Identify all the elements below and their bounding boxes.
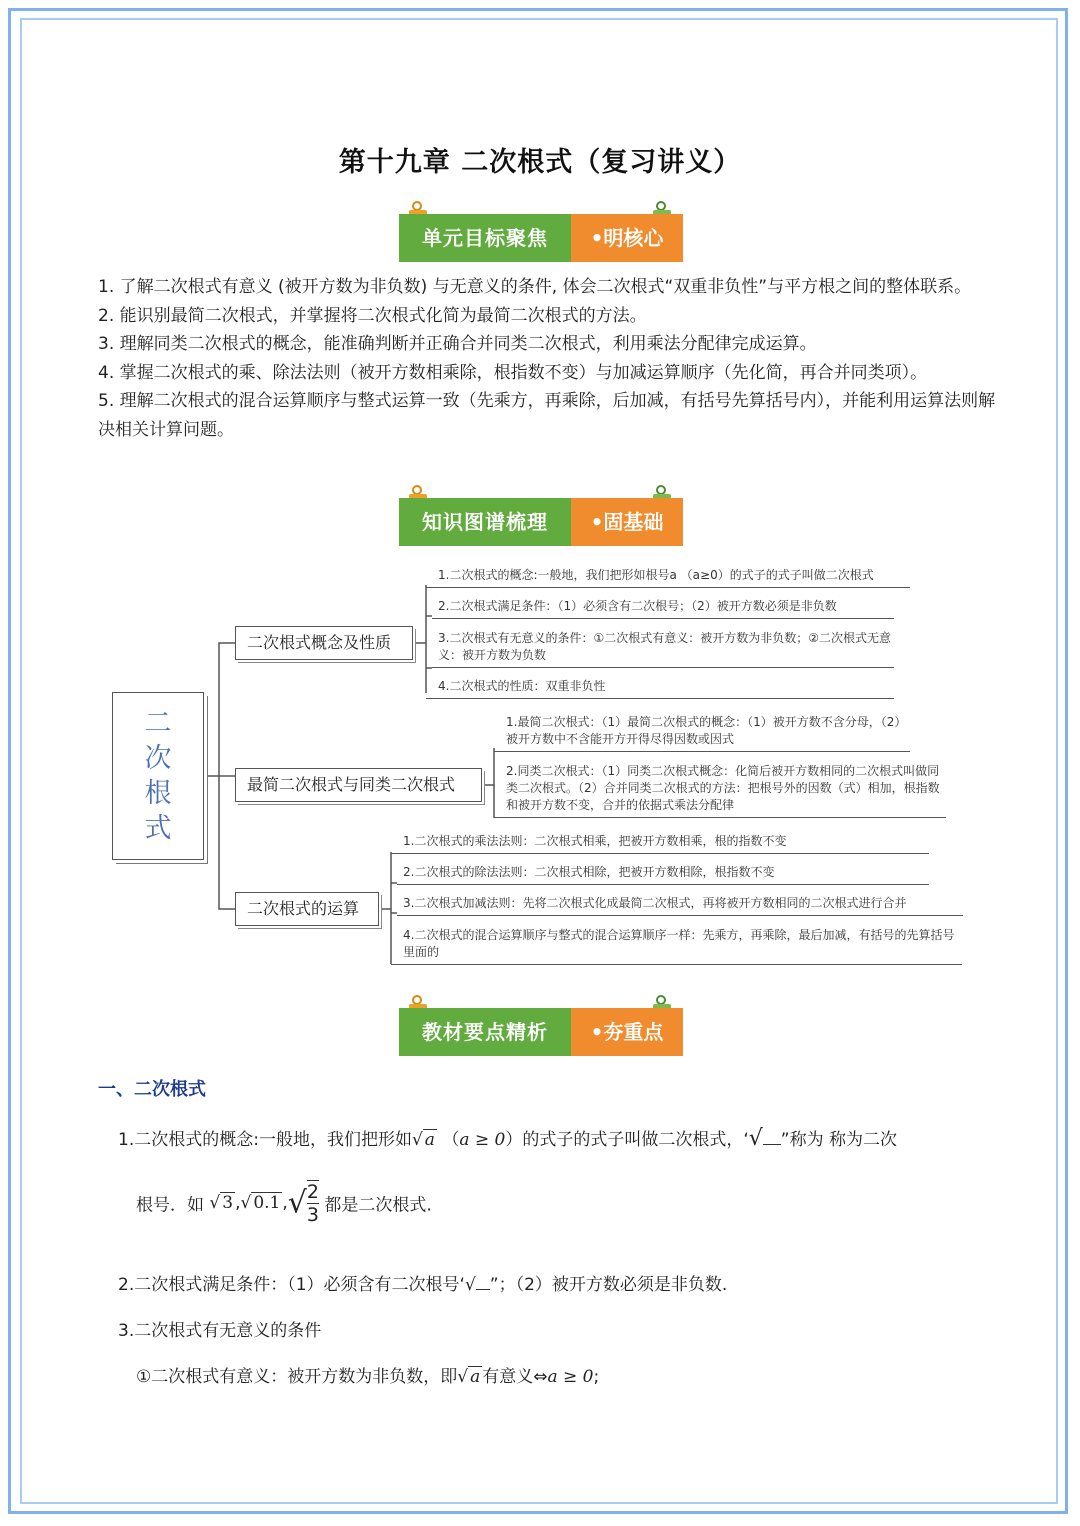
sqrt-symbol: √ (209, 1193, 221, 1213)
example-fraction (307, 1180, 319, 1226)
text-run: 1.二次根式的概念:一般地，我们把形如 (118, 1130, 412, 1150)
text-run: ）的式子的式子叫做二次根式，‘ (505, 1130, 749, 1150)
conditions-paragraph (118, 1270, 727, 1295)
banner-orange-label: •固基础 (571, 498, 683, 546)
sqrt-symbol: √ (411, 1130, 423, 1150)
page-title: 第十九章 二次根式（复习讲义） (338, 147, 742, 178)
leaf-simplest-radical: 1.最简二次根式：（1）最简二次根式的概念：（1）被开方数不含分母，（2）被开方数中不含能开方开得尽得因数或因式 (494, 714, 910, 752)
text-run: ”；（2）被开方数必须是非负数. (489, 1275, 728, 1295)
condition: a ≥ 0 (547, 1367, 594, 1387)
goal-item: 5. 理解二次根式的混合运算顺序与整式运算一致（先乘方，再乘除，后加减，有括号先算括号内），并能利用运算法则解决相关计算问题。 (98, 391, 996, 440)
example-radical-2: 0.1 (253, 1193, 281, 1213)
sqrt-symbol: √ (457, 1367, 469, 1387)
leaf-division-rule: 2.二次根式的除法法则：二次根式相除，把被开方数相除，根指数不变 (397, 864, 929, 885)
text-run: （ (442, 1130, 460, 1150)
sqrt-bar (763, 1144, 781, 1145)
root-char: 根 (144, 778, 172, 809)
goal-item: 2. 能识别最简二次根式，并掌握将二次根式化简为最简二次根式的方法。 (98, 305, 647, 326)
text-run: ①二次根式有意义：被开方数为非负数，即 (136, 1367, 458, 1387)
sqrt-symbol: √ (240, 1193, 252, 1213)
text-run: ”称为 称为二次 (780, 1130, 898, 1150)
text-run: ; (593, 1367, 600, 1387)
leaf-mixed-operations: 4.二次根式的混合运算顺序与整式的混合运算顺序一样：先乘方，再乘除，最后加减，有括号的先算括号里面的 (391, 927, 962, 965)
sqrt-symbol: √ (748, 1126, 763, 1151)
text-run: 都是二次根式. (324, 1195, 432, 1216)
meaningful-paragraph (136, 1362, 599, 1387)
leaf-concept-definition: 1.二次根式的概念:一般地，我们把形如根号a （a≥0）的式子的式子叫做二次根式 (426, 567, 910, 588)
section-heading: 一、二次根式 (98, 1079, 206, 1100)
root-char: 次 (144, 743, 172, 774)
radicand: a (470, 1367, 481, 1387)
concept-paragraph-line1 (118, 1125, 897, 1151)
root-char: 二 (144, 708, 172, 739)
leaf-meaningful: 3.二次根式有无意义的条件：①二次根式有意义：被开方数为非负数；②二次根式无意义：被开方数为负数 (432, 630, 894, 668)
banner-orange-label: •夯重点 (571, 1008, 683, 1056)
root-char: 式 (144, 813, 172, 844)
branch-simplest-similar: 最简二次根式与同类二次根式 (235, 768, 482, 802)
leaf-conditions: 2.二次根式满足条件：（1）必须含有二次根号；（2）被开方数必须是非负数 (432, 598, 894, 619)
concept-paragraph-line2: 根号．如 √ 3 ,√ 0.1 ,√ $\frac{2}{3}$ 都是二次根式. (136, 1181, 432, 1226)
sqrt-symbol: √ (464, 1275, 476, 1295)
leaf-addition-rule: 3.二次根式加减法则：先将二次根式化成最简二次根式，再将被开方数相同的二次根式进行合并 (397, 895, 963, 916)
branch-concept-properties: 二次根式概念及性质 (235, 626, 413, 660)
sqrt-symbol: √ (287, 1185, 307, 1221)
fraction-denominator: 3 (306, 1204, 319, 1226)
meaning-heading: 3.二次根式有无意义的条件 (118, 1321, 322, 1341)
branch-operations: 二次根式的运算 (235, 892, 379, 926)
fraction-numerator: 2 (306, 1181, 319, 1203)
mindmap-root (112, 692, 204, 860)
leaf-multiplication-rule: 1.二次根式的乘法法则：二次根式相乘，把被开方数相乘，根的指数不变 (391, 833, 929, 854)
banner-green-label: 知识图谱梳理 (399, 498, 571, 546)
text-run: 2.二次根式满足条件：（1）必须含有二次根号‘ (118, 1275, 465, 1295)
banner-orange-label: •明核心 (571, 214, 683, 262)
leaf-properties: 4.二次根式的性质：双重非负性 (426, 678, 894, 699)
condition: a ≥ 0 (459, 1130, 506, 1150)
text-run: 有意义⇔ (482, 1367, 548, 1387)
goal-item: 3. 理解同类二次根式的概念，能准确判断并正确合并同类二次根式，利用乘法分配律完成运算。 (98, 334, 817, 354)
example-radical-1: 3 (222, 1193, 234, 1213)
goal-item: 1. 了解二次根式有意义 (被开方数为非负数) 与无意义的条件, 体会二次根式“双重非负性”与平方根之间的整体联系。 (98, 277, 972, 297)
sqrt-bar (476, 1289, 490, 1290)
banner-green-label: 教材要点精析 (399, 1008, 571, 1056)
radicand: a (424, 1130, 435, 1150)
text-run: 根号．如 (136, 1195, 204, 1216)
goal-item: 4. 掌握二次根式的乘、除法法则（被开方数相乘除，根指数不变）与加减运算顺序（先化简，再合并同类项）。 (98, 362, 928, 383)
banner-textbook-points (399, 1008, 683, 1056)
banner-green-label: 单元目标聚焦 (399, 214, 571, 262)
leaf-similar-radical: 2.同类二次根式：（1）同类二次根式概念：化简后被开方数相同的二次根式叫做同类二次根式。（2）合并同类二次根式的方法：把根号外的因数（式）相加，根指数和被开方数不变，合并的依据式乘法分配律 (494, 763, 946, 818)
